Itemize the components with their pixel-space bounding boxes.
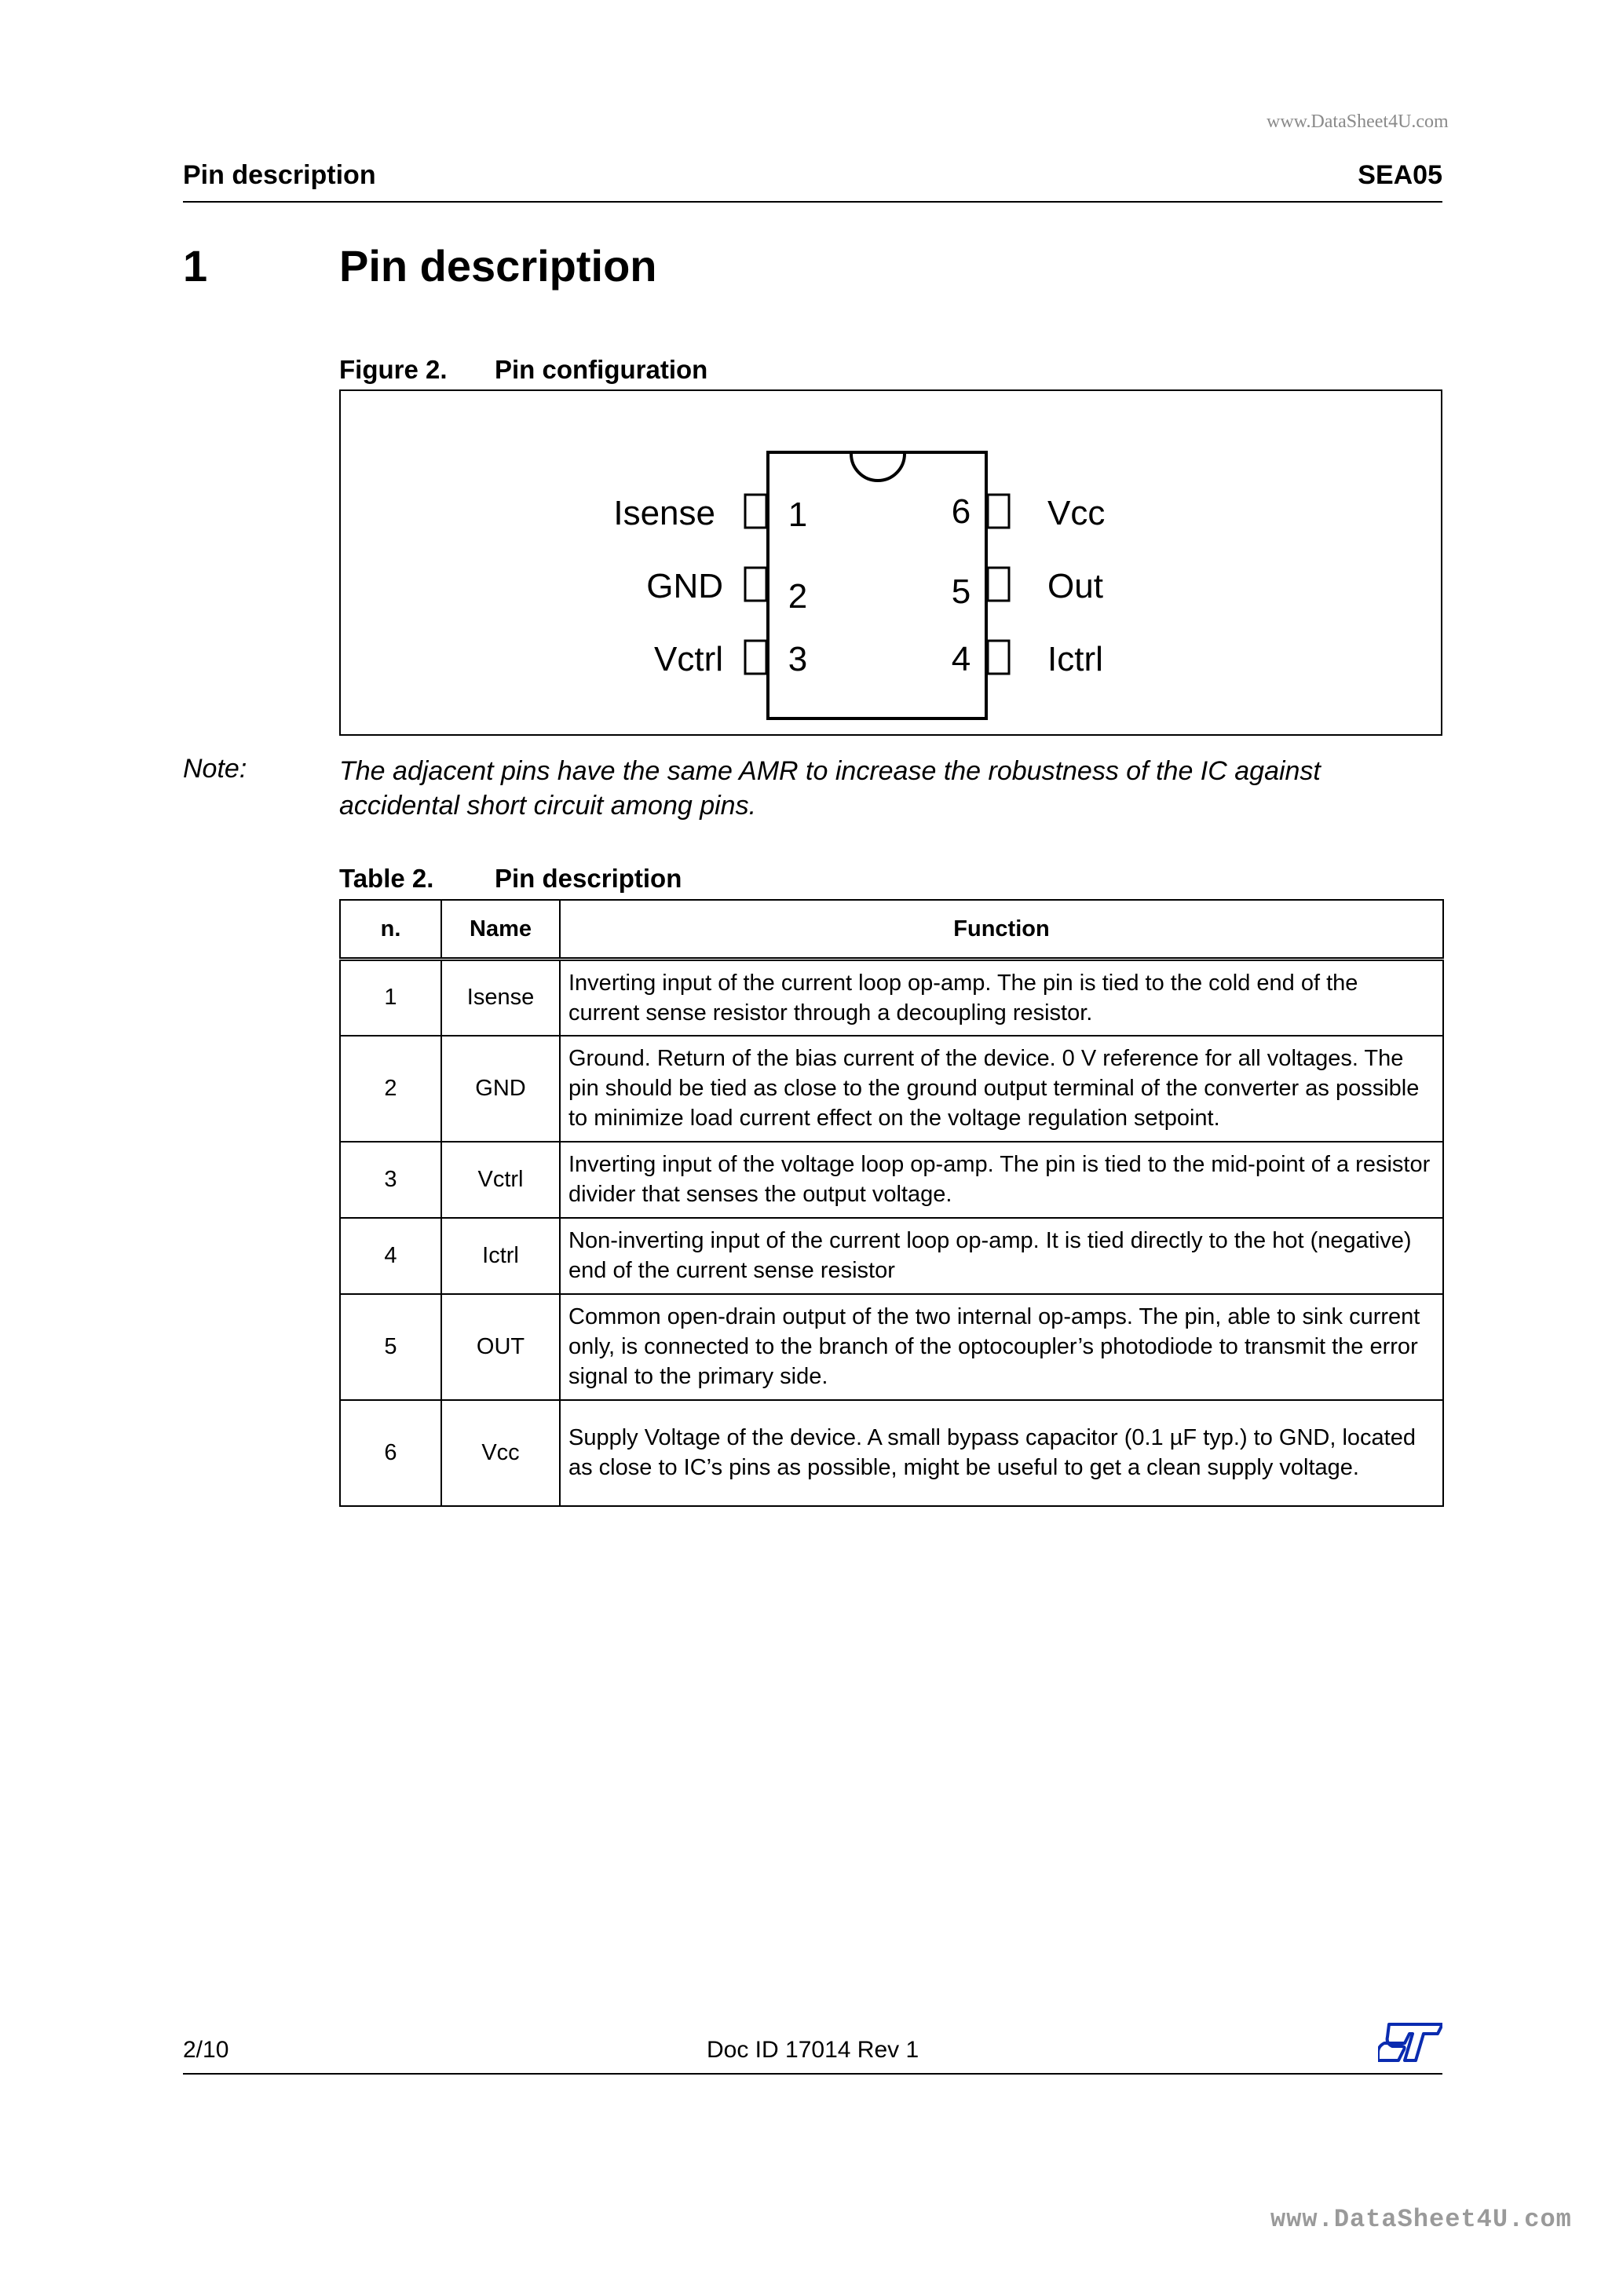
- pin-name-cell: Isense: [441, 960, 560, 1036]
- note-text: The adjacent pins have the same AMR to increase the robustness of the IC against accidental short circuit among pins.: [339, 756, 1321, 821]
- table-row: [340, 1218, 1443, 1294]
- pin-description-table: [339, 899, 1444, 1507]
- pin-stub-1: [745, 495, 766, 528]
- pin-number-4: 4: [951, 640, 971, 678]
- pin-number-1: 1: [788, 495, 808, 534]
- table-caption-label: Table 2.: [339, 864, 434, 893]
- pin-number-cell: 1: [340, 960, 441, 1036]
- table-row: [340, 1036, 1443, 1142]
- watermark-top: www.DataSheet4U.com: [1267, 112, 1449, 132]
- pin-name-cell: Ictrl: [441, 1218, 560, 1294]
- table-header-row: [340, 900, 1443, 960]
- ic-package-diagram: [341, 391, 1441, 734]
- watermark-bottom: www.DataSheet4U.com: [1270, 2205, 1572, 2234]
- pin-function-cell: Common open-drain output of the two internal op-amps. The pin, able to sink current only, is connected to the branch of the optocoupler’s photodiode to transmit the error signal to the primary side.: [560, 1294, 1443, 1400]
- pin-number-2: 2: [788, 577, 808, 616]
- table-row: [340, 1294, 1443, 1400]
- pin-number-6: 6: [951, 492, 971, 531]
- pin-name-vctrl: Vctrl: [654, 640, 723, 678]
- header-part-number: SEA05: [1358, 160, 1442, 190]
- table-caption-title: Pin description: [495, 864, 682, 893]
- table-row: [340, 960, 1443, 1036]
- section-number: 1: [183, 241, 208, 291]
- pin-function-cell: Ground. Return of the bias current of the device. 0 V reference for all voltages. The pin should be tied as close to the ground output terminal of the converter as possible to minimize load current effect on the voltage regulation setpoint.: [560, 1036, 1443, 1142]
- document-id: Doc ID 17014 Rev 1: [707, 2037, 919, 2063]
- table-row: [340, 1400, 1443, 1506]
- column-header-n: n.: [340, 900, 441, 960]
- header-section-title: Pin description: [183, 160, 376, 190]
- pin-name-cell: GND: [441, 1036, 560, 1142]
- pin-name-ictrl: Ictrl: [1047, 640, 1103, 678]
- pin-function-cell: Inverting input of the current loop op-amp. The pin is tied to the cold end of the current sense resistor through a decoupling resistor.: [560, 960, 1443, 1036]
- pin-name-cell: Vcc: [441, 1400, 560, 1506]
- pin-number-cell: 3: [340, 1142, 441, 1218]
- st-logo-icon: [1378, 2023, 1442, 2062]
- pin-name-cell: OUT: [441, 1294, 560, 1400]
- pin-name-isense: Isense: [613, 494, 715, 532]
- table-row: [340, 1142, 1443, 1218]
- pin-number-cell: 2: [340, 1036, 441, 1142]
- figure-caption-label: Figure 2.: [339, 355, 448, 384]
- pin-function-cell: Non-inverting input of the current loop op-amp. It is tied directly to the hot (negative) end of the current sense resistor: [560, 1218, 1443, 1294]
- column-header-function: Function: [560, 900, 1443, 960]
- note-label: Note:: [183, 754, 247, 784]
- pin-stub-5: [988, 568, 1009, 601]
- pin-stub-4: [988, 641, 1009, 674]
- pin-name-vcc: Vcc: [1047, 494, 1106, 532]
- pin-number-3: 3: [788, 640, 808, 678]
- pin-configuration-figure: [339, 389, 1442, 736]
- pin-number-cell: 5: [340, 1294, 441, 1400]
- pin-name-out: Out: [1047, 567, 1103, 605]
- figure-caption-title: Pin configuration: [495, 355, 708, 384]
- pin-name-gnd: GND: [646, 567, 723, 605]
- pin-stub-6: [988, 495, 1009, 528]
- header-rule: [183, 201, 1442, 203]
- pin-number-5: 5: [951, 572, 971, 611]
- pin-function-cell: Supply Voltage of the device. A small bypass capacitor (0.1 µF typ.) to GND, located as close to IC’s pins as possible, might be useful to get a clean supply voltage.: [560, 1400, 1443, 1506]
- pin-name-cell: Vctrl: [441, 1142, 560, 1218]
- page-number: 2/10: [183, 2037, 229, 2063]
- pin-stub-3: [745, 641, 766, 674]
- pin-stub-2: [745, 568, 766, 601]
- pin-number-cell: 6: [340, 1400, 441, 1506]
- section-title: Pin description: [339, 241, 657, 291]
- footer-rule: [183, 2073, 1442, 2075]
- pin-number-cell: 4: [340, 1218, 441, 1294]
- pin-function-cell: Inverting input of the voltage loop op-amp. The pin is tied to the mid-point of a resistor divider that senses the output voltage.: [560, 1142, 1443, 1218]
- column-header-name: Name: [441, 900, 560, 960]
